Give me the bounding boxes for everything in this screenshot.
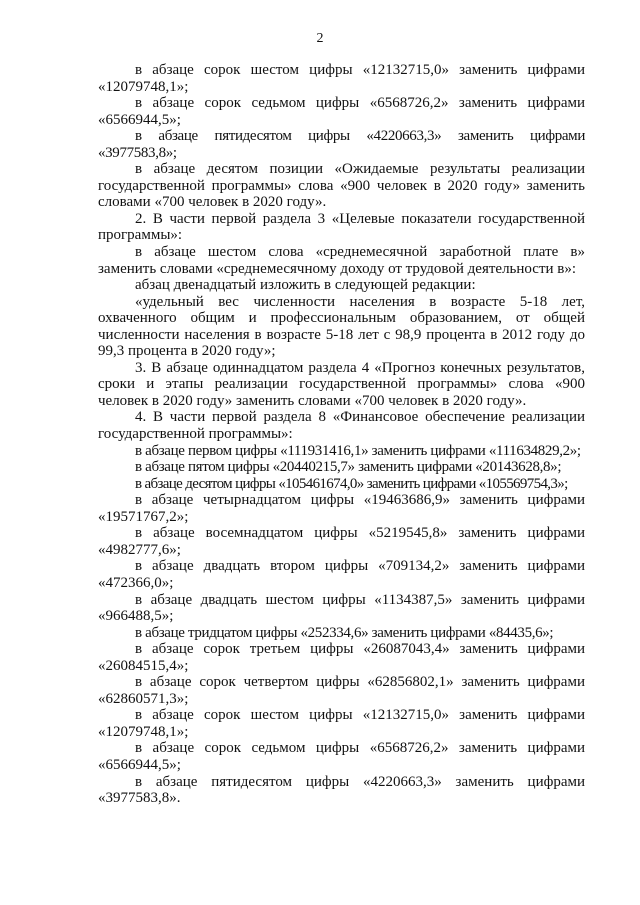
paragraph: в абзаце четырнадцатом цифры «19463686,9» заменить цифрами «19571767,2»; [98, 492, 585, 525]
paragraph: в абзаце тридцатом цифры «252334,6» заменить цифрами «84435,6»; [135, 624, 554, 641]
paragraph: в абзаце сорок седьмом цифры «6568726,2» заменить цифрами «6566944,5»; [98, 740, 585, 773]
paragraph: 2. В части первой раздела 3 «Целевые показатели государственной программы»: [98, 210, 585, 244]
paragraph: в абзаце сорок седьмом цифры «6568726,2» заменить цифрами «6566944,5»; [98, 95, 585, 128]
paragraph: в абзаце десятом позиции «Ожидаемые результаты реализации государственной программы» слова «900 человек в 2020 году» заменить словами «700 человек в 2020 году». [98, 161, 585, 211]
paragraph: 4. В части первой раздела 8 «Финансовое обеспечение реализации государственной программы»: [98, 409, 585, 443]
paragraph: абзац двенадцатый изложить в следующей редакции: [135, 277, 476, 294]
paragraph: в абзаце шестом слова «среднемесячной заработной плате в» заменить словами «среднемесячному доходу от трудовой деятельности в»: [98, 244, 585, 277]
paragraph: в абзаце пятом цифры «20440215,7» заменить цифрами «20143628,8»; [135, 459, 562, 476]
paragraph: в абзаце сорок шестом цифры «12132715,0» заменить цифрами «12079748,1»; [98, 707, 585, 740]
paragraph: в абзаце сорок третьем цифры «26087043,4» заменить цифрами «26084515,4»; [98, 641, 585, 674]
paragraph: в абзаце сорок четвертом цифры «62856802,1» заменить цифрами «62860571,3»; [98, 674, 585, 707]
document-body [98, 62, 585, 807]
paragraph: в абзаце пятидесятом цифры «4220663,3» заменить цифрами «3977583,8». [98, 773, 585, 807]
paragraph: в абзаце сорок шестом цифры «12132715,0» заменить цифрами «12079748,1»; [98, 62, 585, 95]
paragraph: в абзаце двадцать шестом цифры «1134387,5» заменить цифрами «966488,5»; [98, 591, 585, 625]
paragraph: в абзаце десятом цифры «105461674,0» заменить цифрами «105569754,3»; [135, 475, 568, 492]
paragraph: в абзаце первом цифры «111931416,1» заменить цифрами «111634829,2»; [135, 442, 581, 459]
paragraph: 3. В абзаце одиннадцатом раздела 4 «Прогноз конечных результатов, сроки и этапы реализации государственной программы» слова «900 человек в 2020 году» заменить словами «700 человек в 2020 году». [98, 359, 585, 409]
page-number: 2 [316, 31, 324, 46]
paragraph: в абзаце восемнадцатом цифры «5219545,8» заменить цифрами «4982777,6»; [98, 525, 585, 558]
paragraph: в абзаце двадцать втором цифры «709134,2» заменить цифрами «472366,0»; [98, 558, 585, 591]
paragraph: в абзаце пятидесятом цифры «4220663,3» заменить цифрами «3977583,8»; [98, 128, 585, 161]
paragraph: «удельный вес численности населения в возрасте 5-18 лет, охваченного общим и профессиональным образованием, от общей численности населения в возрасте 5-18 лет с 98,9 процента в 2012 году до 99,3 процента в 2020 году»; [98, 293, 585, 360]
